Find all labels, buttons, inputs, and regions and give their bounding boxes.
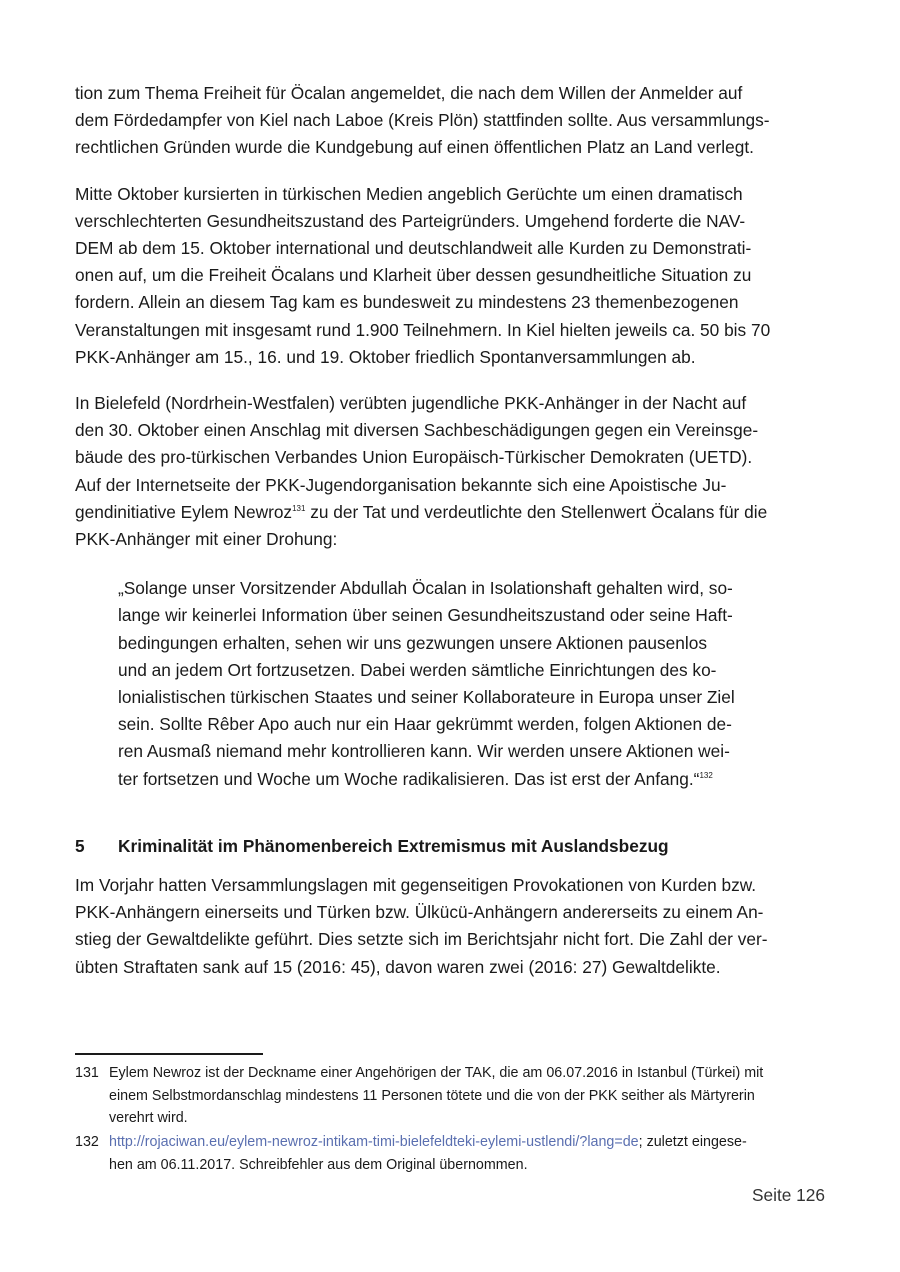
- footnote-number: 132: [75, 1134, 99, 1151]
- quote-line: ter fortsetzen und Woche um Woche radikalisieren. Das ist erst der Anfang.“: [118, 768, 700, 789]
- footnote-line: verehrt wird.: [109, 1110, 188, 1127]
- page-content: [75, 80, 825, 1000]
- footnote-ref-131[interactable]: 131: [292, 503, 306, 513]
- text-line: DEM ab dem 15. Oktober international und deutschlandweit alle Kurden zu Demonstrati-: [75, 238, 752, 259]
- text-line: Mitte Oktober kursierten in türkischen Medien angeblich Gerüchte um einen dramatisch: [75, 183, 743, 204]
- source-link[interactable]: http://rojaciwan.eu/eylem-newroz-intikam-timi-bielefeldteki-eylemi-ustlendi/?lang=de: [109, 1134, 639, 1151]
- footnote-number: 131: [75, 1065, 99, 1081]
- footnote-text: [109, 1062, 825, 1130]
- page-number: Seite 126: [751, 1185, 825, 1205]
- footnote-text: [109, 1131, 825, 1176]
- section-number: 5: [75, 835, 85, 856]
- quote-line: sein. Sollte Rêber Apo auch nur ein Haar gekrümmt werden, folgen Aktionen de-: [118, 714, 732, 735]
- quote-line: ren Ausmaß niemand mehr kontrollieren kann. Wir werden unsere Aktionen wei-: [118, 741, 730, 762]
- text-line: gendinitiative Eylem Newroz: [75, 501, 293, 522]
- text-line: onen auf, um die Freiheit Öcalans und Klarheit über dessen gesundheitliche Situation zu: [75, 265, 752, 286]
- footnote-131: [75, 1062, 825, 1130]
- text-line: fordern. Allein an diesem Tag kam es bundesweit zu mindestens 23 themenbezogenen: [75, 292, 739, 313]
- quote-line: lange wir keinerlei Information über seinen Gesundheitszustand oder seine Haft-: [118, 605, 733, 626]
- block-quote: [118, 575, 823, 793]
- quote-line: lonialistischen türkischen Staates und seiner Kollaborateure in Europa unser Ziel: [118, 687, 735, 708]
- text-line: stieg der Gewaltdelikte geführt. Dies setzte sich im Berichtsjahr nicht fort. Die Zahl der ver-: [75, 929, 768, 950]
- text-line: übten Straftaten sank auf 15 (2016: 45), davon waren zwei (2016: 27) Gewaltdelikte.: [75, 956, 721, 977]
- paragraph-4: [75, 872, 825, 981]
- text-line: PKK-Anhänger mit einer Drohung:: [75, 529, 338, 550]
- text-line: den 30. Oktober einen Anschlag mit diversen Sachbeschädigungen gegen ein Vereinsge-: [75, 420, 759, 441]
- footnote-divider: [75, 1053, 263, 1055]
- text-line: Veranstaltungen mit insgesamt rund 1.900 Teilnehmern. In Kiel hielten jeweils ca. 50 bis 70: [75, 319, 771, 340]
- section-heading: [75, 833, 825, 860]
- footnote-132: [75, 1131, 825, 1176]
- footnote-line: Eylem Newroz ist der Deckname einer Angehörigen der TAK, die am 06.07.2016 in Istanbul (Türkei) mit: [109, 1065, 764, 1081]
- text-line: dem Fördedampfer von Kiel nach Laboe (Kreis Plön) stattfinden sollte. Aus versammlungs-: [75, 110, 770, 131]
- text-line: bäude des pro-türkischen Verbandes Union Europäisch-Türkischer Demokraten (UETD).: [75, 447, 753, 468]
- text-line: zu der Tat und verdeutlichte den Stellenwert Öcalans für die: [305, 501, 768, 522]
- footnote-line: hen am 06.11.2017. Schreibfehler aus dem Original übernommen.: [109, 1156, 528, 1173]
- footnote-line: einem Selbstmordanschlag mindestens 11 Personen tötete und die von der PKK seither als Märtyrerin: [109, 1087, 755, 1104]
- footnotes: [75, 1062, 825, 1178]
- text-line: tion zum Thema Freiheit für Öcalan angemeldet, die nach dem Willen der Anmelder auf: [75, 83, 743, 103]
- paragraph-3: [75, 390, 825, 553]
- text-line: In Bielefeld (Nordrhein-Westfalen) verübten jugendliche PKK-Anhänger in der Nacht auf: [75, 393, 747, 414]
- quote-line: und an jedem Ort fortzusetzen. Dabei werden sämtliche Einrichtungen des ko-: [118, 659, 717, 680]
- paragraph-1: [75, 80, 825, 162]
- text-line: verschlechterten Gesundheitszustand des Parteigründers. Umgehend forderte die NAV-: [75, 210, 746, 231]
- text-line: Auf der Internetseite der PKK-Jugendorganisation bekannte sich eine Apoistische Ju-: [75, 474, 727, 495]
- text-line: PKK-Anhängern einerseits und Türken bzw. Ülkücü-Anhängern andererseits zu einem An-: [75, 902, 764, 923]
- footnote-line: ; zuletzt eingese-: [638, 1134, 747, 1151]
- quote-line: „Solange unser Vorsitzender Abdullah Öcalan in Isolationshaft gehalten wird, so-: [118, 578, 733, 599]
- text-line: PKK-Anhänger am 15., 16. und 19. Oktober friedlich Spontanversammlungen ab.: [75, 346, 696, 367]
- section-title: Kriminalität im Phänomenbereich Extremismus mit Auslandsbezug: [118, 835, 669, 856]
- text-line: rechtlichen Gründen wurde die Kundgebung auf einen öffentlichen Platz an Land verlegt.: [75, 137, 754, 158]
- quote-line: bedingungen erhalten, sehen wir uns gezwungen unsere Aktionen pausenlos: [118, 632, 707, 653]
- footnote-ref-132[interactable]: 132: [699, 770, 713, 780]
- paragraph-2: [75, 181, 825, 371]
- text-line: Im Vorjahr hatten Versammlungslagen mit gegenseitigen Provokationen von Kurden bzw.: [75, 875, 757, 896]
